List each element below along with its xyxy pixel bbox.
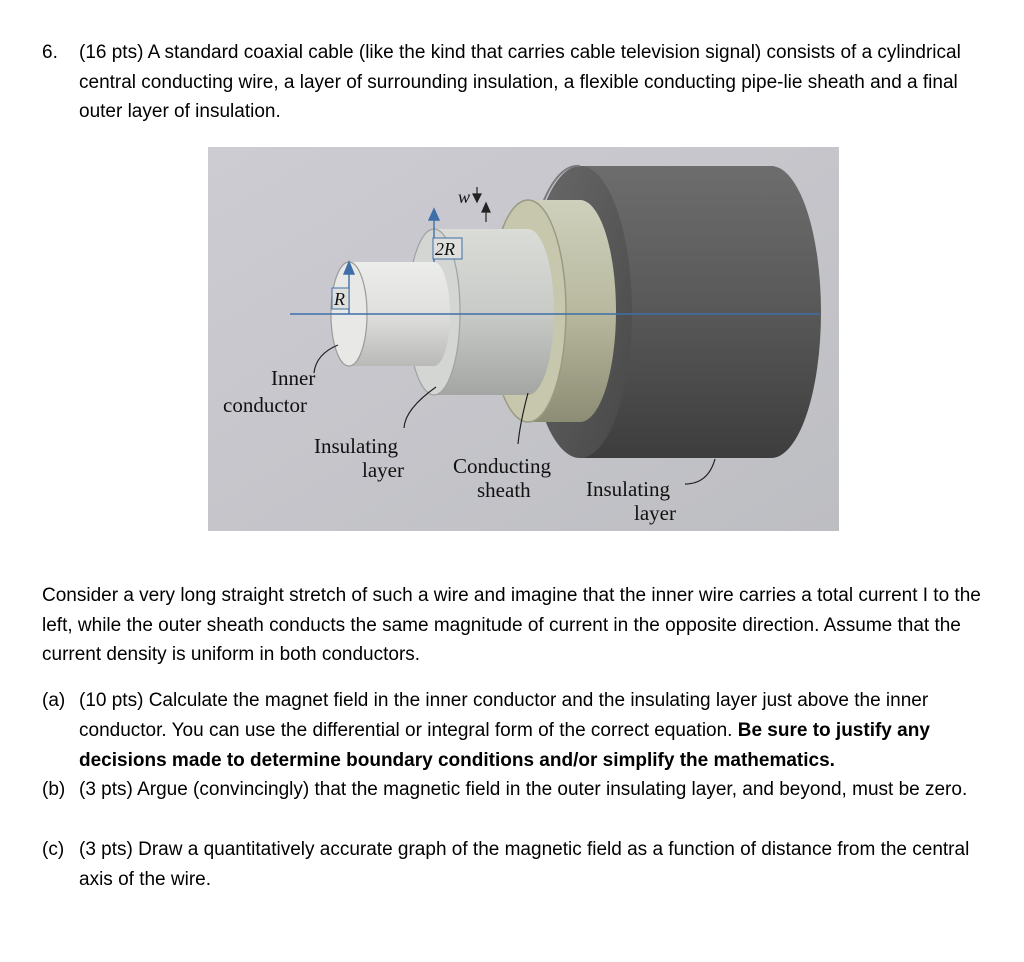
part-c bbox=[42, 835, 1002, 895]
inner-conductor-label-line1: Inner bbox=[271, 366, 316, 390]
two-r-label: 2R bbox=[435, 239, 455, 259]
question-number: 6. bbox=[42, 42, 58, 63]
part-a bbox=[42, 686, 1002, 776]
conducting-sheath-label-line1: Conducting bbox=[453, 454, 551, 478]
part-b-label: (b) bbox=[42, 779, 66, 800]
part-a-label: (a) bbox=[42, 690, 66, 711]
inner-conductor-label-line2: conductor bbox=[223, 393, 307, 417]
part-a-bold-text: Be sure to justify any decisions made to determine boundary conditions and/or simplify the mathematics. bbox=[79, 720, 930, 771]
r-label: R bbox=[334, 289, 345, 309]
insulating-layer-label-line2: layer bbox=[362, 458, 404, 482]
part-a-text: (10 pts) Calculate the magnet field in the inner conductor and the insulating layer just above the inner conductor. You can use the differential or integral form of the correct equation. bbox=[79, 690, 929, 741]
part-b-text: (3 pts) Argue (convincingly) that the magnetic field in the outer insulating layer, and beyond, must be zero. bbox=[79, 779, 968, 800]
conducting-sheath-label-line2: sheath bbox=[477, 478, 531, 502]
part-c-label: (c) bbox=[42, 839, 65, 860]
part-b bbox=[42, 775, 1002, 805]
coaxial-cable-figure bbox=[208, 147, 839, 531]
outer-insulating-label-line2: layer bbox=[634, 501, 676, 525]
question-text: (16 pts) A standard coaxial cable (like the kind that carries cable television signal) consists of a cylindrical central conducting wire, a layer of surrounding insulation, a flexible conducting pipe-lie sheath and a final outer layer of insulation. bbox=[79, 42, 961, 122]
part-c-text: (3 pts) Draw a quantitatively accurate graph of the magnetic field as a function of distance from the central axis of the wire. bbox=[79, 839, 970, 890]
insulating-layer-label-line1: Insulating bbox=[314, 434, 398, 458]
w-label: w bbox=[458, 187, 471, 207]
problem-paragraph: Consider a very long straight stretch of such a wire and imagine that the inner wire carries a total current I to the left, while the outer sheath conducts the same magnitude of current in the opposite direction. Assume that the current density is uniform in both conductors. bbox=[42, 585, 981, 665]
outer-insulating-label-line1: Insulating bbox=[586, 477, 670, 501]
